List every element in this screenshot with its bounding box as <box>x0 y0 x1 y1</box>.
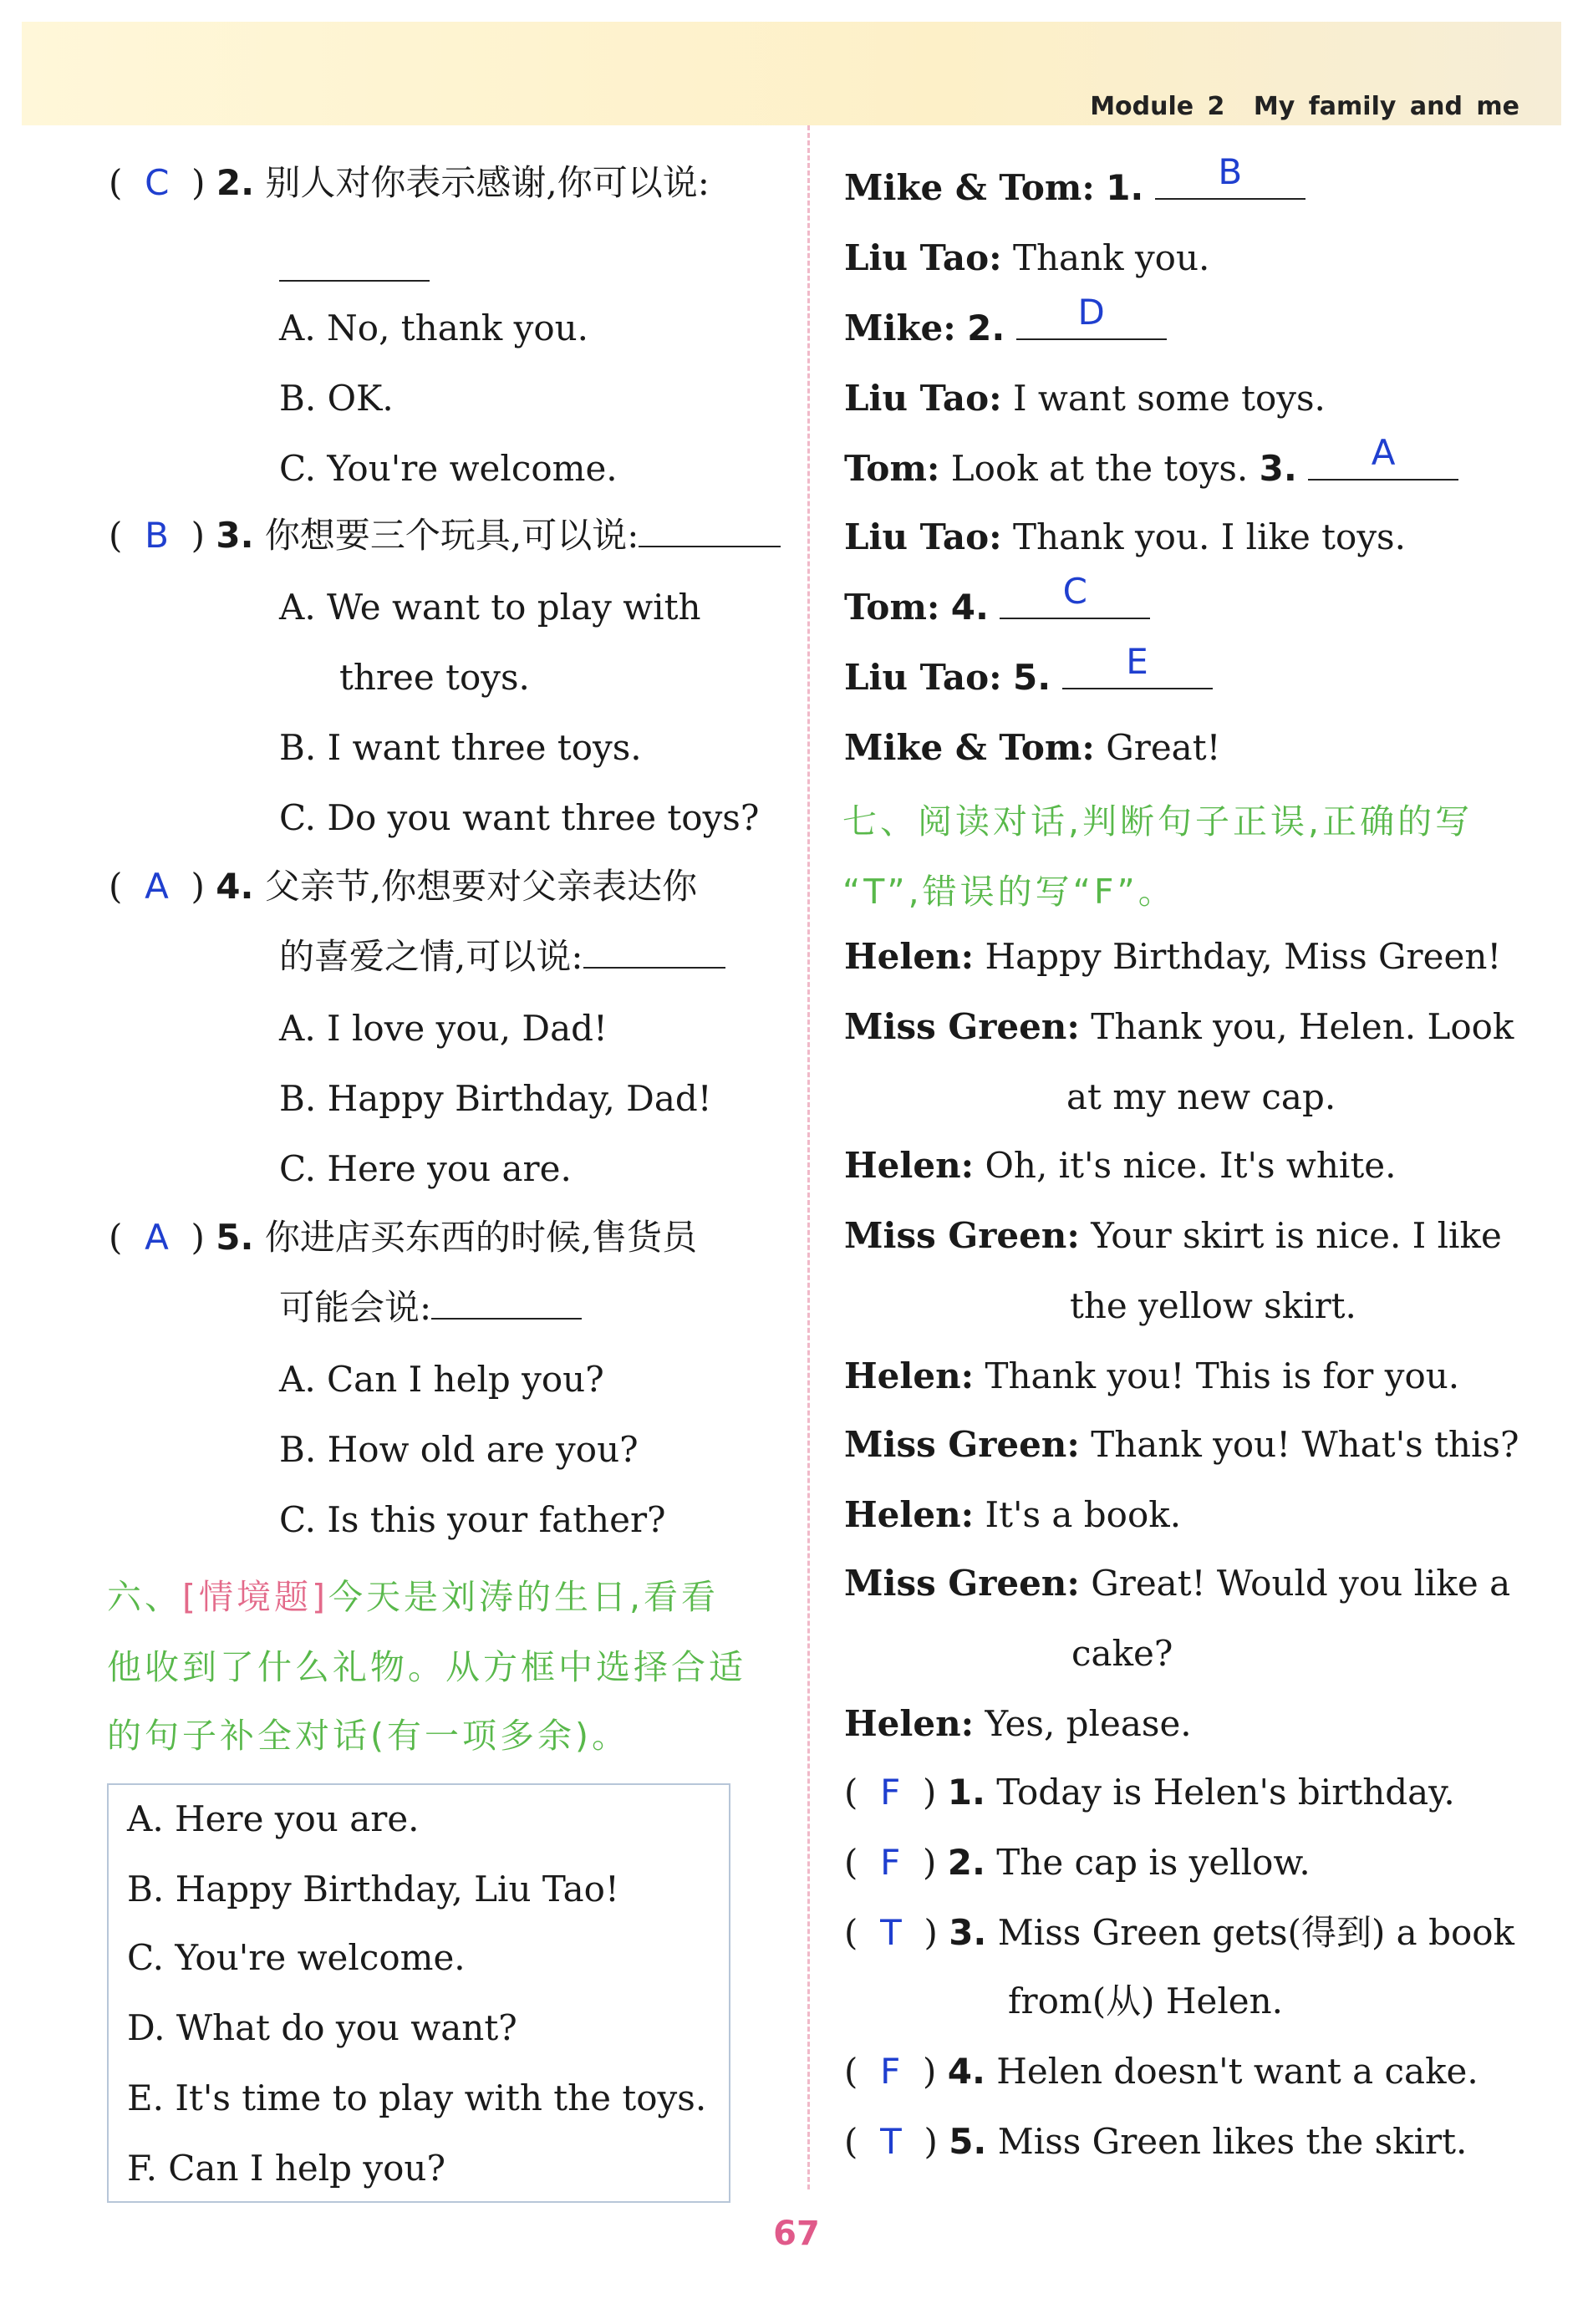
dialogue-line: Helen: It's a book. <box>844 1494 1182 1535</box>
speaker: Tom: <box>844 448 940 489</box>
answer-mark: A <box>145 866 169 907</box>
answer-mark: F <box>880 2051 901 2092</box>
answer-mark: B <box>1218 151 1243 192</box>
answer-mark: D <box>1077 292 1105 333</box>
dialogue-line: Helen: Oh, it's nice. It's white. <box>844 1145 1397 1186</box>
question-stem: 父亲节,你想要对父亲表达你 <box>264 866 698 907</box>
speaker: Helen: <box>844 936 975 977</box>
section-7-title-line2: “T”,错误的写“F”。 <box>842 872 1176 912</box>
speaker: Miss Green: <box>844 1563 1080 1604</box>
dialogue-line-cont: the yellow skirt. <box>1070 1285 1356 1326</box>
dialogue-line: Tom: 4. C <box>844 590 1150 625</box>
section-6-title-line2: 他收到了什么礼物。从方框中选择合适 <box>107 1647 746 1687</box>
answer-mark: A <box>145 1217 169 1258</box>
answer-mark: T <box>880 1912 902 1953</box>
question-stem: 你想要三个玩具,可以说: <box>264 515 639 556</box>
speaker: Miss Green: <box>844 1215 1080 1256</box>
choice-question-5: ( A ) 5. 你进店买东西的时候,售货员 <box>109 1217 698 1258</box>
speaker: Mike: <box>844 308 956 348</box>
question-stem: 你进店买东西的时候,售货员 <box>264 1217 698 1258</box>
column-divider <box>807 125 810 2189</box>
dialogue-line: Mike & Tom: 1. B <box>844 170 1305 206</box>
dialogue-line: Helen: Thank you! This is for you. <box>844 1355 1460 1396</box>
module-label: Module 2 <box>1090 92 1225 121</box>
question-stem-cont: 可能会说: <box>279 1290 582 1325</box>
tf-question-3-cont: from(从) Helen. <box>1008 1981 1284 2021</box>
option-c: C. Here you are. <box>279 1148 572 1189</box>
dialogue-line-cont: at my new cap. <box>1066 1076 1336 1117</box>
option-a: A. Can I help you? <box>279 1359 604 1400</box>
scenario-tag: [情境题] <box>182 1577 328 1617</box>
option-a: A. I love you, Dad! <box>279 1008 608 1049</box>
option-c: C. Do you want three toys? <box>279 797 760 838</box>
dialogue-line: Liu Tao: I want some toys. <box>844 378 1326 419</box>
dialogue-line: Miss Green: Thank you, Helen. Look <box>844 1006 1514 1047</box>
dialogue-line: Miss Green: Thank you! What's this? <box>844 1424 1519 1465</box>
option-c: C. You're welcome. <box>279 448 618 489</box>
choice-question-4: ( A ) 4. 父亲节,你想要对父亲表达你 <box>109 866 698 907</box>
box-option-a: A. Here you are. <box>127 1798 420 1839</box>
answer-mark: F <box>880 1772 901 1813</box>
speaker: Helen: <box>844 1703 975 1744</box>
option-a: A. No, thank you. <box>279 308 589 348</box>
answer-blank <box>279 252 430 287</box>
option-a-cont: three toys. <box>339 657 530 698</box>
section-7-title: 七、阅读对话,判断句子正误,正确的写 <box>842 801 1473 842</box>
answer-mark: B <box>145 515 169 556</box>
speaker: Miss Green: <box>844 1006 1080 1047</box>
option-c: C. Is this your father? <box>279 1499 666 1540</box>
dialogue-line-cont: cake? <box>1071 1633 1173 1674</box>
option-b: B. How old are you? <box>279 1429 639 1470</box>
box-option-c: C. You're welcome. <box>127 1937 466 1978</box>
speaker: Liu Tao: <box>844 657 1002 698</box>
tf-question-4: ( F ) 4. Helen doesn't want a cake. <box>844 2051 1478 2092</box>
option-box <box>107 1783 730 2203</box>
dialogue-line: Liu Tao: Thank you. I like toys. <box>844 516 1406 557</box>
speaker: Mike & Tom: <box>844 727 1095 768</box>
speaker: Helen: <box>844 1355 975 1396</box>
option-b: B. OK. <box>279 378 394 419</box>
answer-mark: C <box>1062 571 1087 612</box>
speaker: Helen: <box>844 1494 975 1535</box>
dialogue-line: Liu Tao: Thank you. <box>844 237 1210 278</box>
answer-mark: C <box>145 162 170 203</box>
speaker: Tom: <box>844 587 940 628</box>
answer-mark: F <box>880 1842 901 1883</box>
page-number: 67 <box>773 2215 820 2253</box>
choice-question-3: ( B ) 3. 你想要三个玩具,可以说: <box>109 518 781 553</box>
dialogue-line: Mike & Tom: Great! <box>844 727 1221 768</box>
tf-question-3: ( T ) 3. Miss Green gets(得到) a book <box>844 1912 1514 1953</box>
option-a: A. We want to play with <box>279 587 701 628</box>
answer-mark: T <box>880 2121 902 2162</box>
dialogue-line: Helen: Yes, please. <box>844 1703 1192 1744</box>
tf-question-1: ( F ) 1. Today is Helen's birthday. <box>844 1772 1455 1813</box>
speaker: Liu Tao: <box>844 237 1002 278</box>
box-option-e: E. It's time to play with the toys. <box>127 2077 707 2118</box>
speaker: Helen: <box>844 1145 975 1186</box>
choice-question-2: ( C ) 2. 别人对你表示感谢,你可以说: <box>109 162 710 203</box>
question-stem-cont: 的喜爱之情,可以说: <box>279 939 725 974</box>
section-6-title-line3: 的句子补全对话(有一项多余)。 <box>107 1716 629 1756</box>
speaker: Liu Tao: <box>844 378 1002 419</box>
module-title <box>1090 92 1519 121</box>
question-stem: 别人对你表示感谢,你可以说: <box>265 162 710 203</box>
box-option-d: D. What do you want? <box>127 2007 517 2048</box>
box-option-b: B. Happy Birthday, Liu Tao! <box>127 1869 619 1910</box>
section-6-title: 六、[情境题]今天是刘涛的生日,看看 <box>107 1577 720 1617</box>
dialogue-line: Miss Green: Your skirt is nice. I like <box>844 1215 1502 1256</box>
dialogue-line: Liu Tao: 5. E <box>844 660 1213 695</box>
answer-mark: A <box>1371 432 1396 473</box>
dialogue-line: Helen: Happy Birthday, Miss Green! <box>844 936 1502 977</box>
speaker: Miss Green: <box>844 1424 1080 1465</box>
dialogue-line: Miss Green: Great! Would you like a <box>844 1563 1511 1604</box>
option-b: B. Happy Birthday, Dad! <box>279 1078 712 1119</box>
tf-question-5: ( T ) 5. Miss Green likes the skirt. <box>844 2121 1468 2162</box>
speaker: Mike & Tom: <box>844 167 1095 208</box>
option-b: B. I want three toys. <box>279 727 642 768</box>
dialogue-line: Tom: Look at the toys. 3. A <box>844 451 1458 486</box>
box-option-f: F. Can I help you? <box>127 2148 445 2189</box>
dialogue-line: Mike: 2. D <box>844 311 1167 346</box>
speaker: Liu Tao: <box>844 516 1002 557</box>
module-name: My family and me <box>1253 92 1519 121</box>
tf-question-2: ( F ) 2. The cap is yellow. <box>844 1842 1311 1883</box>
answer-mark: E <box>1126 641 1148 682</box>
